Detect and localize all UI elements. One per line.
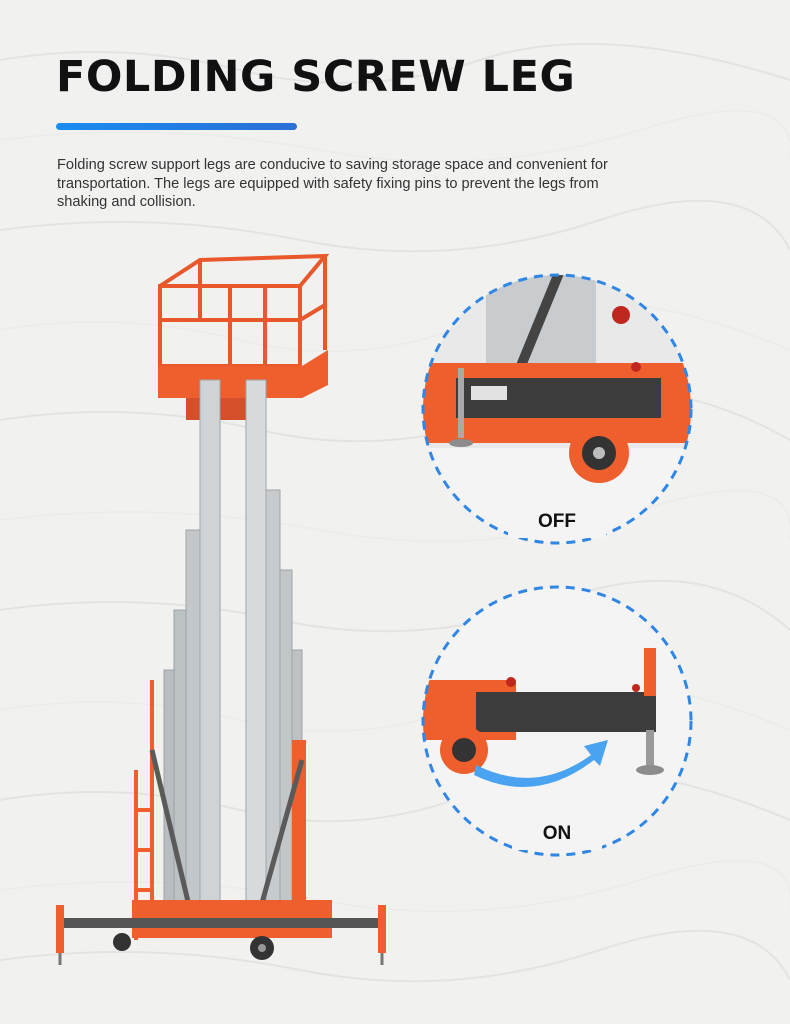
page-title: FOLDING SCREW LEG: [56, 52, 576, 102]
detail-view-off: [416, 268, 698, 550]
platform-guardrail: [160, 256, 325, 366]
aluminum-masts: [164, 380, 302, 930]
platform-base: [158, 350, 328, 398]
detail-view-on: [416, 580, 698, 862]
detail-label-on: ON: [542, 823, 572, 844]
detail-label-off: OFF: [538, 511, 576, 532]
feature-description: Folding screw support legs are conducive to saving storage space and convenient for transportation. The legs are equipped with safety fixing pins to prevent the legs from shaking and collision.: [57, 157, 608, 210]
outrigger-legs: [60, 918, 380, 928]
title-underline: [56, 123, 297, 130]
aerial-work-platform-image: [40, 250, 400, 970]
